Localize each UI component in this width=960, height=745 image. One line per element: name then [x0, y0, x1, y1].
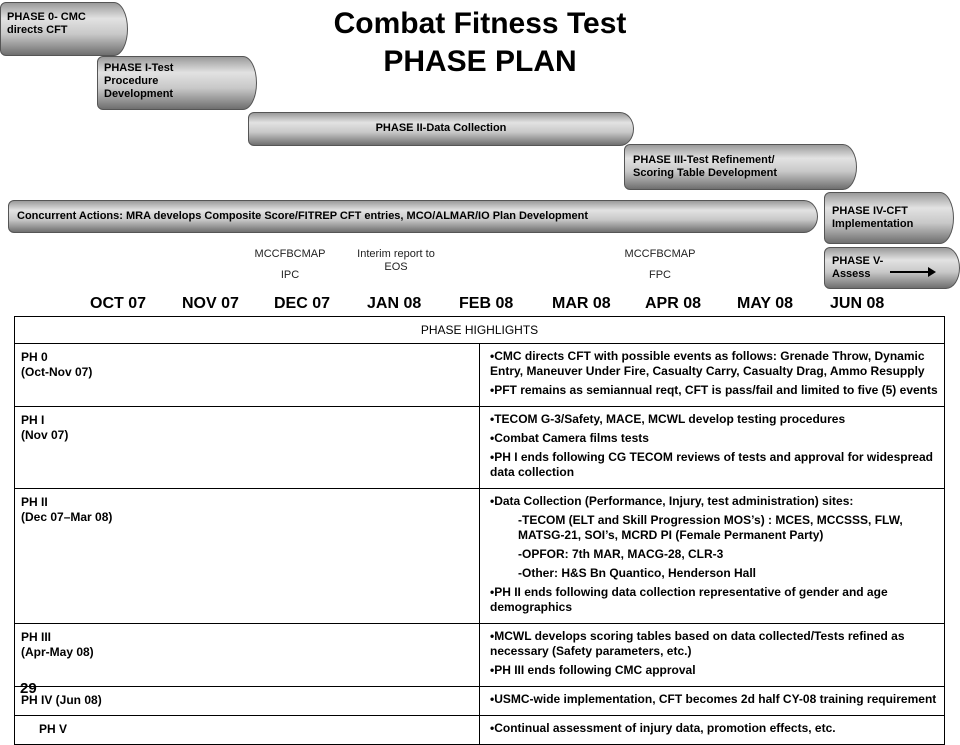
milestone-ipc-label: [240, 248, 340, 282]
table-row: [15, 489, 945, 624]
list-subitem: -OPFOR: 7th MAR, MACG-28, CLR-3: [518, 547, 724, 561]
month-jan08: JAN 08: [367, 295, 422, 312]
phase-period: (Dec 07–Mar 08): [21, 510, 113, 524]
milestone-fpc-line2: FPC: [649, 269, 671, 281]
phase-0-line2: directs CFT: [7, 24, 68, 36]
phase-1-bar: [97, 56, 257, 110]
phase-description: [480, 407, 945, 489]
phase-4-line2: Implementation: [832, 218, 914, 230]
phase-1-line3: Development: [104, 88, 174, 100]
milestone-ipc-line1: MCCFBCMAP: [254, 248, 326, 260]
list-item: •Data Collection (Performance, Injury, test administration) sites:: [490, 494, 854, 508]
page-number: 29: [20, 680, 37, 697]
month-may08: MAY 08: [737, 295, 794, 312]
month-oct07: OCT 07: [90, 295, 147, 312]
phase-period: (Apr-May 08): [21, 645, 94, 659]
phase-description: [480, 344, 945, 407]
list-item: •PH III ends following CMC approval: [490, 663, 696, 677]
table-row: [15, 687, 945, 716]
phase-period: (Oct-Nov 07): [21, 365, 93, 379]
phase-name: PH I: [21, 413, 45, 427]
list-item: •Combat Camera films tests: [490, 431, 649, 445]
phase-cell: [15, 407, 480, 489]
page-title: Combat Fitness Test: [333, 7, 627, 40]
list-item: •PH II ends following data collection representative of gender and age demographics: [490, 585, 888, 614]
phase-name: PH IV (Jun 08): [21, 693, 102, 707]
list-item: •Continual assessment of injury data, promotion effects, etc.: [490, 721, 836, 735]
phase-2-line1: PHASE II-Data Collection: [375, 122, 507, 134]
phase-5-arrow-icon: [890, 271, 934, 273]
phase-4-line1: PHASE IV-CFT: [832, 205, 908, 217]
phase-period: (Nov 07): [21, 428, 69, 442]
milestone-ipc-line2: IPC: [280, 269, 300, 281]
list-item: •MCWL develops scoring tables based on data collected/Tests refined as necessary (Safety parameters, etc.): [490, 629, 905, 658]
list-item: •USMC-wide implementation, CFT becomes 2d half CY-08 training requirement: [490, 692, 937, 706]
phase-0-line1: PHASE 0- CMC: [7, 11, 86, 23]
phase-highlights-table: [14, 316, 945, 745]
phase-0-bar: [0, 2, 128, 56]
table-row: [15, 407, 945, 489]
table-header-row: [15, 317, 945, 344]
table-row: [15, 344, 945, 407]
phase-5-line1: PHASE V-: [832, 255, 884, 267]
list-item: •CMC directs CFT with possible events as follows: Grenade Throw, Dynamic Entry, Maneuver Under Fire, Casualty Carry, Casualty Drag, Ammo Resupply: [490, 349, 925, 378]
phase-3-line2: Scoring Table Development: [633, 167, 778, 179]
month-mar08: MAR 08: [552, 295, 611, 312]
phase-cell: [15, 624, 480, 687]
milestone-fpc-line1: MCCFBCMAP: [624, 248, 696, 260]
phase-3-bar: [624, 144, 857, 190]
phase-1-line2: Procedure: [104, 75, 159, 87]
phase-description: [480, 624, 945, 687]
list-subitem: -Other: H&S Bn Quantico, Henderson Hall: [518, 566, 757, 580]
concurrent-actions-text: Concurrent Actions: MRA develops Composite Score/FITREP CFT entries, MCO/ALMAR/IO Plan Development: [17, 210, 589, 222]
table-header: PHASE HIGHLIGHTS: [15, 317, 945, 344]
phase-cell: [15, 344, 480, 407]
phase-name: PH 0: [21, 350, 48, 364]
month-feb08: FEB 08: [459, 295, 514, 312]
page-subtitle: PHASE PLAN: [383, 45, 577, 78]
list-subitem: -TECOM (ELT and Skill Progression MOS’s) : MCES, MCCSSS, FLW, MATSG-21, SOI’s, MCRD PI (Female Permanent Party): [518, 513, 903, 542]
phase-name: PH V: [39, 722, 68, 736]
phase-2-bar: [248, 112, 634, 146]
phase-1-line1-text: PHASE I-Test: [104, 62, 174, 74]
month-jun08: JUN 08: [830, 295, 885, 312]
phase-description: [480, 489, 945, 624]
milestone-interim-line2: EOS: [384, 261, 408, 273]
phase-name: PH III: [21, 630, 52, 644]
phase-3-line1: PHASE III-Test Refinement/: [633, 154, 775, 166]
list-item: •PH I ends following CG TECOM reviews of tests and approval for widespread data collection: [490, 450, 933, 479]
phase-cell: [15, 687, 480, 716]
phase-description: [480, 687, 945, 716]
month-dec07: DEC 07: [274, 295, 331, 312]
milestone-interim-line1: Interim report to: [357, 248, 435, 260]
phase-5-bar: [824, 247, 960, 289]
table-row: [15, 624, 945, 687]
phase-5-line2: Assess: [832, 268, 871, 280]
month-nov07: NOV 07: [182, 295, 239, 312]
concurrent-actions-bar: [8, 200, 818, 233]
milestone-interim-label: [340, 248, 452, 274]
phase-4-bar: [824, 192, 954, 244]
phase-name: PH II: [21, 495, 48, 509]
month-apr08: APR 08: [645, 295, 702, 312]
phase-cell: [15, 489, 480, 624]
list-item: •TECOM G-3/Safety, MACE, MCWL develop testing procedures: [490, 412, 846, 426]
list-item: •PFT remains as semiannual reqt, CFT is pass/fail and limited to five (5) events: [490, 383, 938, 397]
milestone-fpc-label: [610, 248, 710, 282]
